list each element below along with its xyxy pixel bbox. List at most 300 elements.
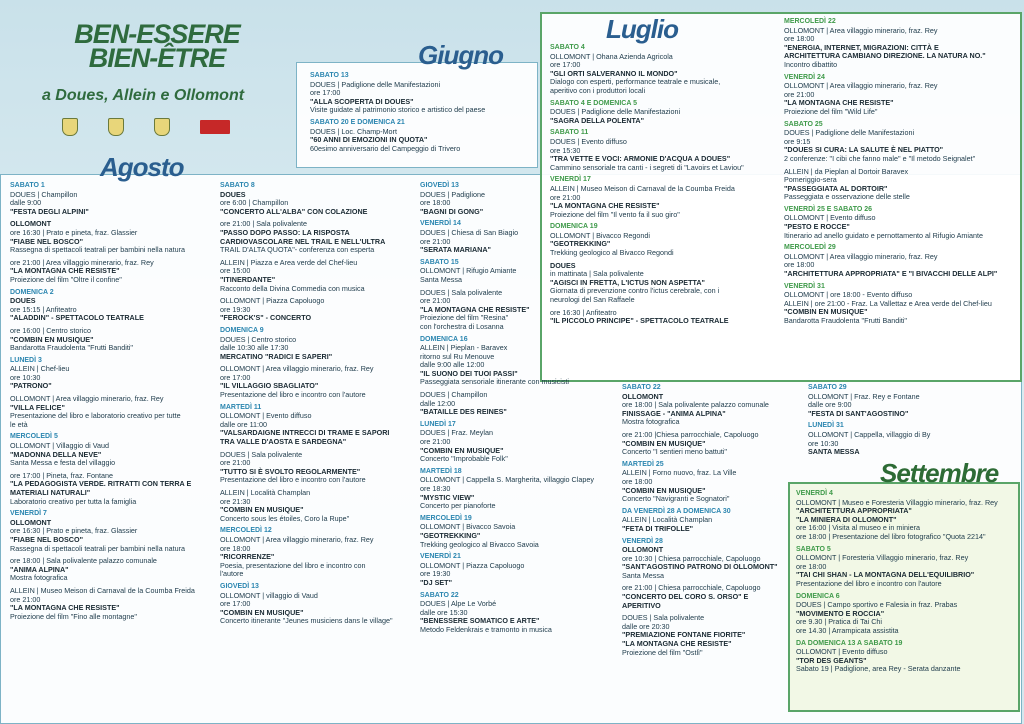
event-detail: DOUES | Campo sportivo e Falesia in fraz. Prabas	[796, 600, 958, 610]
event-detail: Proiezione del film "Ostlì"	[622, 647, 703, 657]
event-item	[550, 129, 776, 172]
event-detail: DOUES | Champillon	[10, 189, 78, 199]
event-title: "SAGRA DELLA POLENTA"	[550, 115, 644, 125]
event-date: SABATO 15	[420, 258, 459, 266]
event-detail: ore 10:30	[10, 372, 41, 382]
event-detail: ore 18:00	[420, 198, 451, 208]
event-title: "TAI CHI SHAN - LA MONTAGNA DELL'EQUILIBRIO"	[796, 570, 975, 580]
event-detail: Concerto "Navigranti e Sognatori"	[622, 494, 730, 504]
event-detail: 60esimo anniversario del Campeggio di Trivero	[310, 143, 461, 153]
event-detail: con l'orchestra di Losanna	[420, 321, 504, 331]
event-detail: ALLEIN | Pieplan - Baravex	[420, 343, 508, 353]
event-item	[420, 182, 616, 216]
event-detail: ore 18:00	[784, 34, 815, 44]
event-title: TRA VALLE D'AOSTA E SARDEGNA"	[220, 437, 347, 447]
event-date: SABATO 11	[550, 129, 589, 137]
month-giugno: Giugno	[418, 40, 503, 70]
event-detail: Concerto sous les étoiles, Coro la Rupe"	[220, 513, 350, 523]
event-item	[784, 206, 1014, 240]
event-detail: dalle ore 15:30	[420, 607, 468, 617]
event-title: "IL SUONO DEI TUOI PASSI"	[420, 368, 518, 378]
event-title: "LA PEDAGOGISTA VERDE. RITRATTI CON TERRA E	[10, 479, 192, 489]
event-date: VENERDÌ 17	[550, 176, 591, 184]
event-detail: ore 21:00	[550, 192, 581, 202]
event-detail: TRAIL D'ALTA QUOTA"- conferenza con esperta	[220, 245, 375, 255]
event-item	[784, 121, 1014, 202]
event-detail: in mattinata | Sala polivalente	[550, 269, 644, 279]
event-detail: dalle 9:00	[10, 198, 42, 208]
event-item	[420, 468, 616, 511]
event-title: "COMBIN EN MUSIQUE"	[220, 505, 304, 515]
event-detail: dalle ore 9:00	[808, 400, 852, 410]
event-detail: Pomeriggio-sera	[784, 175, 837, 185]
event-title: DOUES	[220, 189, 246, 199]
event-detail: ore 21:00	[220, 458, 251, 468]
event-detail: OLLOMONT | villaggio di Vaud	[220, 590, 318, 600]
event-detail: Poesia, presentazione del libro e incontro con	[220, 560, 366, 570]
event-detail: Rassegna di spettacoli teatrali per bambini nella natura	[10, 245, 185, 255]
event-date: VENERDÌ 21	[420, 553, 461, 561]
title-subtitle: a Doues, Allein e Ollomont	[41, 87, 245, 104]
event-detail: ore 21:00 |Chiesa parrocchiale, Capoluogo	[622, 429, 759, 439]
event-detail: OLLOMONT | Fraz. Rey e Fontane	[808, 391, 920, 401]
event-detail: neurologi del San Raffaele	[550, 295, 635, 305]
event-detail: dalle 10:30 alle 17:30	[220, 343, 289, 353]
event-detail: ore 19:30	[220, 304, 251, 314]
event-title: "COMBIN EN MUSIQUE"	[420, 445, 504, 455]
event-item	[808, 422, 1008, 456]
event-detail: ALLEIN | Forno nuovo, fraz. La Ville	[622, 468, 737, 478]
event-item	[622, 508, 786, 534]
event-date: SABATO 5	[796, 545, 831, 553]
month-agosto: Agosto	[100, 152, 184, 182]
event-detail: ALLEIN | Piazza e Area verde del Chef-lieu	[220, 257, 358, 267]
event-title: "ALADDIN" - SPETTACOLO TEATRALE	[10, 313, 144, 323]
event-title: "FESTA DI SANT'AGOSTINO"	[808, 408, 909, 418]
event-title: "FIABE NEL BOSCO"	[10, 534, 83, 544]
event-detail: Santa Messa	[420, 274, 462, 284]
event-detail: ALLEIN | Località Champlan	[220, 488, 311, 497]
coat-of-arms-icon	[62, 118, 78, 136]
event-date: SABATO 25	[784, 120, 823, 128]
event-detail: Concerto "Improbable Folk"	[420, 454, 508, 464]
event-title: "GEOTREKKING"	[550, 239, 611, 249]
event-date: MARTEDÌ 18	[420, 467, 462, 475]
event-title: ARCHITETTURA CAMBIANO DIREZIONE. LA NATURA NO."	[784, 51, 986, 61]
event-item	[796, 490, 1012, 542]
event-title: "COMBIN EN MUSIQUE"	[784, 307, 868, 317]
event-item	[220, 327, 416, 400]
event-date: MERCOLEDÌ 5	[10, 433, 58, 441]
event-detail: ore 21:00	[10, 594, 41, 604]
event-item	[550, 100, 776, 126]
event-detail: Passeggiata e osservazione delle stelle	[784, 192, 910, 202]
agosto-events-col4	[622, 384, 786, 661]
event-title: "COMBIN EN MUSIQUE"	[220, 607, 304, 617]
event-detail: Proiezione del film "Il vento fa il suo giro"	[550, 209, 680, 219]
event-title: "COMBIN EN MUSIQUE"	[622, 438, 706, 448]
event-title: "PASSO DOPO PASSO: LA RISPOSTA	[220, 227, 350, 237]
event-detail: ALLEIN | Chef-lieu	[10, 364, 70, 374]
event-detail: DOUES | Sala polivalente	[420, 287, 503, 297]
event-detail: Cammino sensoriale tra canti - i segreti di "Lavoirs et Laviou"	[550, 162, 744, 172]
event-detail: dalle 12:00	[420, 398, 456, 408]
event-detail: ALLEIN | Località Champlan	[622, 515, 713, 525]
event-date: SABATO 8	[220, 182, 255, 189]
event-title: FINISSAGE - "ANIMA ALPINA"	[622, 408, 726, 418]
event-detail: Presentazione del libro e incontro con l'autore	[220, 475, 366, 485]
event-date: MERCOLEDÌ 19	[420, 514, 472, 522]
event-title: "MADONNA DELLA NEVE"	[10, 449, 102, 459]
event-detail: OLLOMONT | Area villaggio minerario, fraz. Rey	[784, 25, 938, 35]
event-detail: ore 21:30	[220, 496, 251, 506]
tv-logo-icon	[200, 120, 230, 134]
event-title: "60 ANNI DI EMOZIONI IN QUOTA"	[310, 135, 428, 145]
event-title: "RICORRENZE"	[220, 552, 275, 562]
event-date: MARTEDÌ 11	[220, 403, 262, 411]
event-title: OLLOMONT	[10, 219, 52, 229]
event-item	[550, 44, 776, 96]
event-detail: dalle ore 20:30	[622, 621, 670, 631]
event-detail: ritorno sul Ru Menouve	[420, 351, 495, 361]
event-date: GIOVEDÌ 13	[420, 182, 459, 189]
event-detail: ore 6:00 | Champillon	[220, 198, 289, 208]
event-detail: OLLOMONT | Area villaggio minerario, fraz. Rey	[10, 394, 164, 404]
event-title: "PATRONO"	[10, 381, 52, 391]
event-detail: ore 17:00 | Pineta, fraz. Fontane	[10, 470, 113, 480]
agosto-events-col2	[220, 182, 416, 630]
event-title: MERCATINO "RADICI E SAPERI"	[220, 351, 333, 361]
agosto-events-col1	[10, 182, 210, 625]
event-date: SABATO 1	[10, 182, 45, 189]
event-date: DOMENICA 6	[796, 592, 840, 600]
event-item	[420, 259, 616, 332]
event-detail: ALLEIN | da Pieplan al Dortoir Baravex	[784, 166, 909, 176]
event-detail: OLLOMONT | Piazza Capoluogo	[220, 296, 325, 306]
event-date: SABATO 22	[420, 591, 459, 599]
event-detail: ore 16:30 | Anfiteatro	[550, 307, 617, 317]
event-date: VENERDÌ 4	[796, 490, 833, 497]
event-detail: Mostra fotografica	[10, 573, 68, 583]
event-title: "BENESSERE SOMATICO E ARTE"	[420, 616, 540, 626]
event-item	[784, 74, 1014, 117]
event-item	[796, 640, 1012, 674]
event-detail: Presentazione del libro e laboratorio creativo per tutte	[10, 411, 181, 421]
event-detail: OLLOMONT | Rifugio Amiante	[420, 266, 517, 276]
event-title: "PREMIAZIONE FONTANE FIORITE"	[622, 630, 746, 640]
event-item	[796, 546, 1012, 589]
event-date: LUNEDÌ 3	[10, 356, 42, 364]
event-detail: OLLOMONT | Cappella S. Margherita, villaggio Clapey	[420, 475, 594, 485]
event-detail: Racconto della Divina Commedia con musica	[220, 283, 365, 293]
event-detail: ore 18:00 | Presentazione del libro fotografico "Quota 2214"	[796, 531, 986, 541]
event-title: "BATAILLE DES REINES"	[420, 407, 507, 417]
event-title: "SERATA MARIANA"	[420, 245, 491, 255]
event-detail: ore 18:00	[622, 476, 653, 486]
event-date: LUNEDÌ 31	[808, 422, 844, 430]
event-detail: OLLOMONT | Museo e Foresteria Villaggio minerario, fraz. Rey	[796, 497, 998, 507]
event-detail: ALLEIN | Museo Meison di Carnaval de la Coumba Freida	[550, 183, 735, 193]
event-item	[622, 538, 786, 658]
event-detail: ore 21:00	[784, 89, 815, 99]
event-title: "ARCHITETTURA APPROPRIATA" E "I BIVACCHI DELLE ALPI"	[784, 269, 998, 279]
event-title: "SANT'AGOSTINO PATRONO DI OLLOMONT"	[622, 562, 778, 572]
event-title: "FETA DI TRIFOLLE"	[622, 523, 694, 533]
event-detail: Mostra fotografica	[622, 417, 680, 427]
event-detail: dalle ore 11:00	[220, 419, 268, 429]
event-title: "DOUES SI CURA: LA SALUTE È NEL PIATTO"	[784, 145, 944, 155]
event-item	[310, 72, 532, 115]
event-detail: OLLOMONT | Area villaggio minerario, fraz. Rey	[784, 81, 938, 91]
event-date: VENERDÌ 28	[622, 537, 663, 545]
event-detail: OLLOMONT | Villaggio di Vaud	[10, 441, 109, 451]
event-title: "IL PICCOLO PRINCIPE" - SPETTACOLO TEATRALE	[550, 316, 729, 326]
event-title: "MYSTIC VIEW"	[420, 492, 475, 502]
event-detail: Giornata di prevenzione contro l'ictus cerebrale, con i	[550, 286, 720, 296]
event-detail: Santa Messa e festa del villaggio	[10, 458, 116, 468]
event-date: SABATO 4	[550, 44, 585, 51]
event-title: "ITINERDANTE"	[220, 274, 276, 284]
event-detail: ore 21:00	[420, 437, 451, 447]
event-title: "MOVIMENTO E ROCCIA"	[796, 608, 885, 618]
event-detail: dalle 9:00 alle 12:00	[420, 360, 485, 370]
event-detail: OLLOMONT | Area villaggio minerario, fraz. Rey	[784, 251, 938, 261]
event-detail: ore 21:00	[420, 296, 451, 306]
settembre-events	[796, 490, 1012, 678]
event-detail: OLLOMONT | Foresteria Villaggio minerario, fraz. Rey	[796, 553, 969, 563]
event-detail: ore 18:00	[796, 561, 827, 571]
event-title: "IL VILLAGGIO SBAGLIATO"	[220, 381, 319, 391]
event-date: SABATO 29	[808, 384, 847, 391]
event-title: "LA MONTAGNA CHE RESISTE"	[784, 98, 894, 108]
event-date: DOMENICA 16	[420, 335, 468, 343]
agosto-events-col3	[420, 182, 616, 639]
event-detail: ore 21:00 | Area villaggio minerario, fraz. Rey	[10, 257, 154, 267]
event-detail: ALLEIN | ore 21:00 - Fraz. La Vallettaz e Area verde del Chef-lieu	[784, 298, 992, 308]
event-title: "TRA VETTE E VOCI: ARMONIE D'ACQUA A DOUES"	[550, 154, 731, 164]
event-detail: ore 18:00 | Sala polivalente palazzo comunale	[622, 400, 769, 410]
event-date: MERCOLEDÌ 29	[784, 244, 836, 252]
event-item	[220, 182, 416, 323]
event-title: "AGISCI IN FRETTA, L'ICTUS NON ASPETTA"	[550, 277, 705, 287]
event-detail: Bandarotta Fraudolenta "Frutti Banditi"	[784, 316, 907, 325]
event-title: "VALSARDAIGNE INTRECCI DI TRAME E SAPORI	[220, 428, 390, 438]
event-detail: ore 18:00 | Sala polivalente palazzo comunale	[10, 556, 157, 566]
event-date: DOMENICA 19	[550, 223, 598, 231]
event-item	[808, 384, 1008, 418]
event-title: "GLI ORTI SALVERANNO IL MONDO"	[550, 68, 678, 78]
event-detail: ore 10:30 | Chiesa parrocchiale, Capoluogo	[622, 553, 761, 563]
event-detail: DOUES | Sala polivalente	[622, 613, 705, 623]
event-title: "PASSEGGIATA AL DORTOIR"	[784, 183, 888, 193]
event-detail: Concerto itinerante "Jeunes musiciens dans le village"	[220, 616, 393, 626]
logos	[62, 118, 230, 136]
event-detail: Concerto per pianoforte	[420, 501, 496, 511]
event-item	[10, 510, 210, 621]
event-title: "GEOTREKKING"	[420, 530, 481, 540]
event-detail: OLLOMONT | Bivacco Regondi	[550, 230, 651, 240]
event-detail: ore 18:30	[420, 484, 451, 493]
event-detail: ore 17:00	[310, 88, 341, 98]
event-detail: ore 17:00	[220, 372, 251, 382]
event-item	[220, 527, 416, 579]
event-detail: ore 9:15	[784, 136, 811, 146]
event-detail: Concerto "I sentieri meno battuti"	[622, 447, 727, 457]
event-detail: OLLOMONT | ore 18:00 - Evento diffuso	[784, 290, 913, 300]
event-detail: ore 18:00	[220, 543, 251, 553]
event-title: OLLOMONT	[622, 391, 664, 401]
event-detail: OLLOMONT | Evento diffuso	[796, 647, 888, 657]
event-detail: ore 16:00 | Centro storico	[10, 325, 91, 335]
event-date: VENERDÌ 25 E SABATO 26	[784, 205, 873, 213]
event-item	[310, 119, 532, 153]
month-luglio: Luglio	[606, 14, 678, 44]
event-title: "DJ SET"	[420, 577, 452, 587]
event-date: SABATO 4 E DOMENICA 5	[550, 99, 637, 107]
event-title: "LA MONTAGNA CHE RESISTE"	[550, 201, 660, 211]
event-title: SANTA MESSA	[808, 447, 860, 457]
event-item	[10, 433, 210, 506]
event-detail: DOUES | Sala polivalente	[220, 449, 303, 459]
event-title: "ARCHITETTURA APPROPRIATA"	[796, 506, 912, 516]
title-line-2: BIEN-ÊTRE	[88, 43, 226, 73]
luglio-events-right	[784, 18, 1014, 330]
event-detail: Dialogo con esperti, performance teatrale e musicale,	[550, 77, 721, 87]
event-detail: ore 10:30	[808, 438, 839, 448]
event-title: OLLOMONT	[10, 517, 52, 527]
event-item	[420, 336, 616, 417]
event-detail: aperitivo con i produttori locali	[550, 85, 646, 95]
event-item	[420, 220, 616, 254]
event-detail: Sabato 19 | Padiglione, area Rey - Serata danzante	[796, 664, 961, 674]
event-detail: ore 15:00	[220, 266, 251, 276]
event-detail: ore 21:00 | Chiesa parrocchiale, Capoluogo	[622, 583, 761, 593]
event-title: CARDIOVASCOLARE NEL TRAIL E NELL'ULTRA	[220, 236, 386, 246]
event-detail: Proiezione del film "Wild Life"	[784, 106, 878, 116]
event-item	[420, 553, 616, 587]
event-detail: DOUES | Evento diffuso	[550, 136, 627, 146]
event-item	[784, 244, 1014, 278]
page-title	[52, 19, 262, 73]
event-title: "ALLA SCOPERTA DI DOUES"	[310, 96, 414, 106]
event-detail: 2 conferenze: "I cibi che fanno male" e "Il metodo Seignalet"	[784, 153, 976, 163]
event-item	[784, 18, 1014, 70]
event-detail: DOUES | Champillon	[420, 390, 488, 400]
event-title: "LA MINIERA DI OLLOMONT"	[796, 514, 897, 524]
event-detail: OLLOMONT | Piazza Capoluogo	[420, 560, 525, 570]
event-detail: Proiezione del film "Fino alle montagne"	[10, 611, 137, 621]
event-date: MERCOLEDÌ 22	[784, 18, 836, 25]
event-date: VENERDÌ 7	[10, 510, 47, 518]
event-detail: OLLOMONT | Area villaggio minerario, fraz. Rey	[220, 534, 374, 544]
agosto-events-col5	[808, 384, 1008, 461]
event-item	[796, 593, 1012, 636]
event-title: "ANIMA ALPINA"	[10, 564, 69, 574]
event-detail: Proiezione del film "Resina"	[420, 313, 509, 323]
event-detail: Passeggiata sensoriale itinerante con musicisti	[420, 377, 570, 387]
event-item	[420, 421, 616, 464]
event-title: DOUES	[10, 296, 36, 306]
event-detail: Bandarotta Fraudolenta "Frutti Banditi"	[10, 343, 133, 353]
event-detail: ore 15:30	[550, 145, 581, 155]
title-line-1: BEN-ESSERE	[74, 19, 240, 49]
event-detail: DOUES | Padiglione delle Manifestazioni	[310, 79, 441, 89]
event-date: GIOVEDÌ 13	[220, 582, 259, 590]
event-date: MERCOLEDÌ 12	[220, 527, 272, 535]
event-detail: Presentazione del libro e incontro con l'autore	[796, 578, 942, 588]
event-detail: Metodo Feldenkrais e tramonto in musica	[420, 624, 552, 634]
event-title: "BAGNI DI GONG"	[420, 206, 484, 216]
event-title: "TOR DES GEANTS"	[796, 655, 867, 665]
event-detail: ore 16:30 | Prato e pineta, fraz. Glassier	[10, 227, 138, 237]
event-title: "CONCERTO DEL CORO S. ORSO" E APERITIVO	[622, 592, 749, 610]
coat-of-arms-icon	[108, 118, 124, 136]
event-title: "LA MONTAGNA CHE RESISTE"	[622, 639, 732, 649]
giugno-events	[310, 72, 532, 157]
event-title: "LA MONTAGNA CHE RESISTE"	[10, 266, 120, 276]
event-detail: Presentazione del libro e incontro con l'autore	[220, 390, 366, 400]
month-settembre: Settembre	[880, 458, 999, 488]
event-item	[10, 289, 210, 353]
event-detail: Santa Messa	[622, 570, 664, 580]
event-title: "COMBIN EN MUSIQUE"	[10, 334, 94, 344]
event-date: SABATO 20 E DOMENICA 21	[310, 118, 405, 126]
event-date: DOMENICA 9	[220, 326, 264, 334]
event-detail: Itinerario ad anello guidato e pernottamento al Rifugio Amiante	[784, 230, 983, 240]
event-detail: Trekking geologico al Bivacco Regondi	[550, 248, 674, 258]
event-detail: OLLOMONT | Bivacco Savoia	[420, 522, 516, 532]
event-title: OLLOMONT	[622, 545, 664, 555]
event-detail: ore 18:00	[784, 260, 815, 270]
event-detail: DOUES | Padiglione delle Manifestazioni	[550, 107, 681, 117]
event-date: DOMENICA 2	[10, 288, 54, 296]
event-detail: ore 9.30 | Pratica di Tai Chi	[796, 617, 883, 627]
event-detail: Visite guidate al patrimonio storico e artistico del paese	[310, 105, 486, 115]
event-detail: le età	[10, 419, 28, 429]
event-item	[220, 583, 416, 626]
event-detail: DOUES | Loc. Champ-Mort	[310, 126, 397, 136]
event-detail: ore 17:00	[220, 599, 251, 609]
event-title: "FIABE NEL BOSCO"	[10, 236, 83, 246]
event-detail: OLLOMONT | Area villaggio minerario, fraz. Rey	[220, 364, 374, 374]
event-detail: ore 21:00	[420, 236, 451, 246]
event-item	[220, 404, 416, 524]
event-item	[10, 182, 210, 285]
event-detail: Rassegna di spettacoli teatrali per bambini nella natura	[10, 543, 185, 553]
event-detail: ore 21:00 | Sala polivalente	[220, 219, 307, 229]
event-detail: ore 14.30 | Arrampicata assistita	[796, 625, 899, 635]
event-detail: Trekking geologico al Bivacco Savoia	[420, 539, 539, 549]
event-detail: Proiezione del film "Oltre il confine"	[10, 274, 122, 284]
event-title: MATERIALI NATURALI"	[10, 488, 91, 497]
event-title: "LA MONTAGNA CHE RESISTE"	[10, 603, 120, 613]
event-detail: OLLOMONT | Evento diffuso	[220, 411, 312, 421]
event-item	[622, 384, 786, 457]
event-detail: ore 16:30 | Prato e pineta, fraz. Glassier	[10, 526, 138, 536]
event-item	[420, 592, 616, 635]
event-title: DOUES	[550, 260, 576, 270]
event-title: "VILLA FELICE"	[10, 402, 65, 412]
event-detail: DOUES | Centro storico	[220, 334, 297, 344]
event-date: DA DOMENICA 13 A SABATO 19	[796, 639, 903, 647]
coat-of-arms-icon	[154, 118, 170, 136]
event-title: "FEROCK'S" - CONCERTO	[220, 313, 312, 323]
event-item	[622, 461, 786, 504]
event-date: SABATO 22	[622, 384, 661, 391]
event-detail: ore 15:15 | Anfiteatro	[10, 304, 77, 314]
event-title: "LA MONTAGNA CHE RESISTE"	[420, 304, 530, 314]
event-title: "ENERGIA, INTERNET, MIGRAZIONI: CITTÀ E	[784, 42, 939, 52]
